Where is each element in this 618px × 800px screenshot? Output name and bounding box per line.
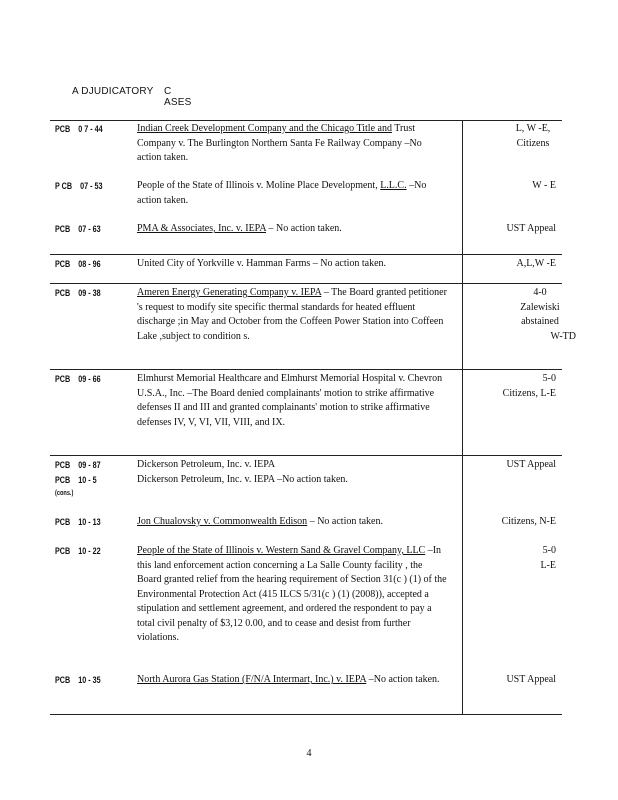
- heading-word-1: A DJUDICATORY: [72, 86, 154, 97]
- case-description: Indian Creek Development Company and the Chicago Title and Trust Company v. The Burlington Northern Santa Fe Railway Company –No action taken.: [137, 123, 422, 163]
- table-rule: [50, 254, 562, 255]
- table-rule: [50, 369, 562, 370]
- case-description: PMA & Associates, Inc. v. IEPA – No action taken.: [137, 223, 342, 234]
- case-description: People of the State of Illinois v. Western Sand & Gravel Company, LLC –In this land enforcement action concerning a La Salle County facility , the Board granted relief from the hearing requirement of Section 31(c ) (1) of the Environmental Protection Act (415 ILCS 5/31(c ) (1) (2008)), accepted a stipulation and settlement agreement, and ordered the respondent to pay a total civil penalty of $3,12 0.00, and to cease and desist from further violations.: [137, 545, 447, 643]
- table-rule: [50, 120, 562, 121]
- case-vote: Citizens, N-E: [501, 516, 556, 527]
- case-description: Ameren Energy Generating Company v. IEPA – The Board granted petitioner 's request to modify site specific thermal standards for heated effluent discharge ;in May and October from the Coffeen Power Station into Coffeen Lake ,subject to condition s.: [137, 287, 447, 342]
- section-heading: [72, 86, 192, 108]
- docket-number: PCB 0 7 - 44: [55, 124, 103, 134]
- case-vote: UST Appeal: [506, 674, 556, 685]
- case-title-link[interactable]: North Aurora Gas Station (F/N/A Intermart, Inc.) v. IEPA: [137, 674, 367, 685]
- case-vote: 5-0 Citizens, L-E: [502, 373, 556, 399]
- docket-number: PCB 07 - 63: [55, 224, 101, 234]
- docket-number: PCB 09 - 87 PCB 10 - 5 (cons.): [55, 458, 101, 502]
- case-vote: UST Appeal: [506, 223, 556, 234]
- case-title-link[interactable]: Ameren Energy Generating Company v. IEPA: [137, 287, 322, 298]
- case-vote: A,L,W -E: [516, 258, 556, 269]
- case-title-link[interactable]: People of the State of Illinois v. Western Sand & Gravel Company, LLC: [137, 545, 426, 556]
- case-vote: 5-0 L-E: [540, 545, 556, 571]
- docket-number: PCB 08 - 96: [55, 259, 101, 269]
- docket-number: PCB 09 - 66: [55, 374, 101, 384]
- case-description: United City of Yorkville v. Hamman Farms – No action taken.: [137, 258, 387, 269]
- table-rule: [50, 455, 562, 456]
- heading-word-2: C ASES: [164, 86, 192, 108]
- case-description: Dickerson Petroleum, Inc. v. IEPA Dickerson Petroleum, Inc. v. IEPA –No action taken.: [137, 459, 348, 485]
- docket-number: P CB 07 - 53: [55, 181, 103, 191]
- case-title-link[interactable]: L.L.C.: [380, 180, 407, 191]
- table-rule: [50, 283, 562, 284]
- case-vote: L, W -E, Citizens: [515, 123, 551, 149]
- case-vote: UST Appeal: [506, 459, 556, 470]
- case-title-link[interactable]: Jon Chualovsky v. Commonwealth Edison: [137, 516, 308, 527]
- table-rule: [50, 714, 562, 715]
- docket-number: PCB 10 - 13: [55, 517, 101, 527]
- case-description: Jon Chualovsky v. Commonwealth Edison – No action taken.: [137, 516, 383, 527]
- case-vote: W - E: [532, 180, 556, 191]
- case-title-link[interactable]: Indian Creek Development Company and the Chicago Title and: [137, 123, 392, 134]
- docket-number: PCB 10 - 35: [55, 675, 101, 685]
- case-vote: 4-0 Zalewiski abstained W-TD: [520, 287, 576, 342]
- page-number: 4: [306, 748, 312, 759]
- column-divider: [462, 120, 463, 714]
- case-title-link[interactable]: PMA & Associates, Inc. v. IEPA: [137, 223, 266, 234]
- case-description: People of the State of Illinois v. Moline Place Development, L.L.C. –No action taken.: [137, 180, 427, 206]
- docket-number: PCB 09 - 38: [55, 288, 101, 298]
- case-description: Elmhurst Memorial Healthcare and Elmhurst Memorial Hospital v. Chevron U.S.A., Inc. –The Board denied complainants' motion to strike affirmative defenses II and III and granted complainants' motion to strike affirmative defenses IV, V, VI, VII, VIII, and IX.: [137, 373, 443, 428]
- consolidated-note: (cons.): [55, 490, 74, 497]
- docket-number: PCB 10 - 22: [55, 546, 101, 556]
- case-description: North Aurora Gas Station (F/N/A Intermart, Inc.) v. IEPA –No action taken.: [137, 674, 440, 685]
